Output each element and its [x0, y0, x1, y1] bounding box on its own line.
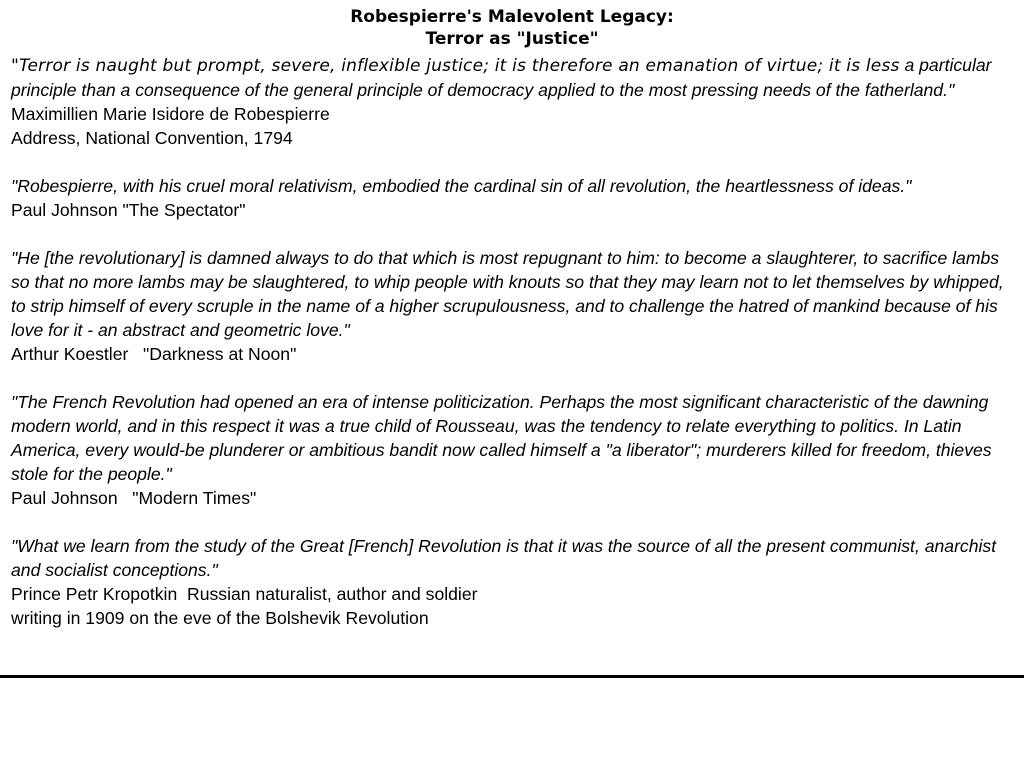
bottom-rule	[0, 675, 1024, 678]
spacer	[11, 510, 1011, 534]
slide-title	[0, 6, 1024, 50]
quote-attribution: Paul Johnson "The Spectator"	[11, 200, 246, 220]
spacer	[11, 366, 1011, 390]
spacer	[11, 222, 1011, 246]
quote-text: "The French Revolution had opened an era of intense politicization. Perhaps the most significant characteristic of the dawning modern world, and in this respect it was a true child of Rousseau, was the tendency to relate everything to politics. In Latin America, every would-be plunderer or ambitious bandit now called himself a "a liberator"; murderers killed for freedom, thieves stole for the people."	[11, 392, 992, 484]
quote-attribution: Maximillien Marie Isidore de Robespierre	[11, 104, 330, 124]
quote-text-lead: "Terror is naught but prompt, severe, inflexible justice; it is therefore an emanation of virtue; it is less	[11, 56, 900, 76]
quote-johnson-spectator	[11, 174, 1011, 222]
spacer	[11, 150, 1011, 174]
quote-attribution: Paul Johnson "Modern Times"	[11, 488, 257, 508]
quote-text: "Robespierre, with his cruel moral relativism, embodied the cardinal sin of all revolution, the heartlessness of ideas."	[11, 176, 912, 196]
quote-text: "He [the revolutionary] is damned always to do that which is most repugnant to him: to become a slaughterer, to sacrifice lambs so that no more lambs may be slaughtered, to whip people with knouts so that they may learn not to let themselves by whipped, to strip himself of every scruple in the name of a higher scrupulousness, and to challenge the hatred of mankind because of his love for it - an abstract and geometric love."	[11, 248, 1004, 340]
quote-attribution: Prince Petr Kropotkin Russian naturalist, author and soldier	[11, 584, 478, 604]
quote-attribution-source: Address, National Convention, 1794	[11, 128, 293, 148]
title-line-1: Robespierre's Malevolent Legacy:	[350, 7, 674, 27]
quote-robespierre	[11, 53, 1011, 150]
quote-text: a particular principle than a consequence of the general principle of democracy applied to the most pressing needs of the fatherland."	[11, 55, 992, 100]
quote-text: "What we learn from the study of the Great [French] Revolution is that it was the source of all the present communist, anarchist and socialist conceptions."	[11, 536, 997, 580]
title-line-2: Terror as "Justice"	[425, 29, 599, 49]
quote-johnson-modern-times	[11, 390, 1011, 510]
quote-kropotkin	[11, 534, 1011, 630]
quote-attribution-context: writing in 1909 on the eve of the Bolshevik Revolution	[11, 608, 429, 628]
quote-attribution: Arthur Koestler "Darkness at Noon"	[11, 344, 297, 364]
quotes-body	[11, 53, 1011, 630]
quote-koestler	[11, 246, 1011, 366]
